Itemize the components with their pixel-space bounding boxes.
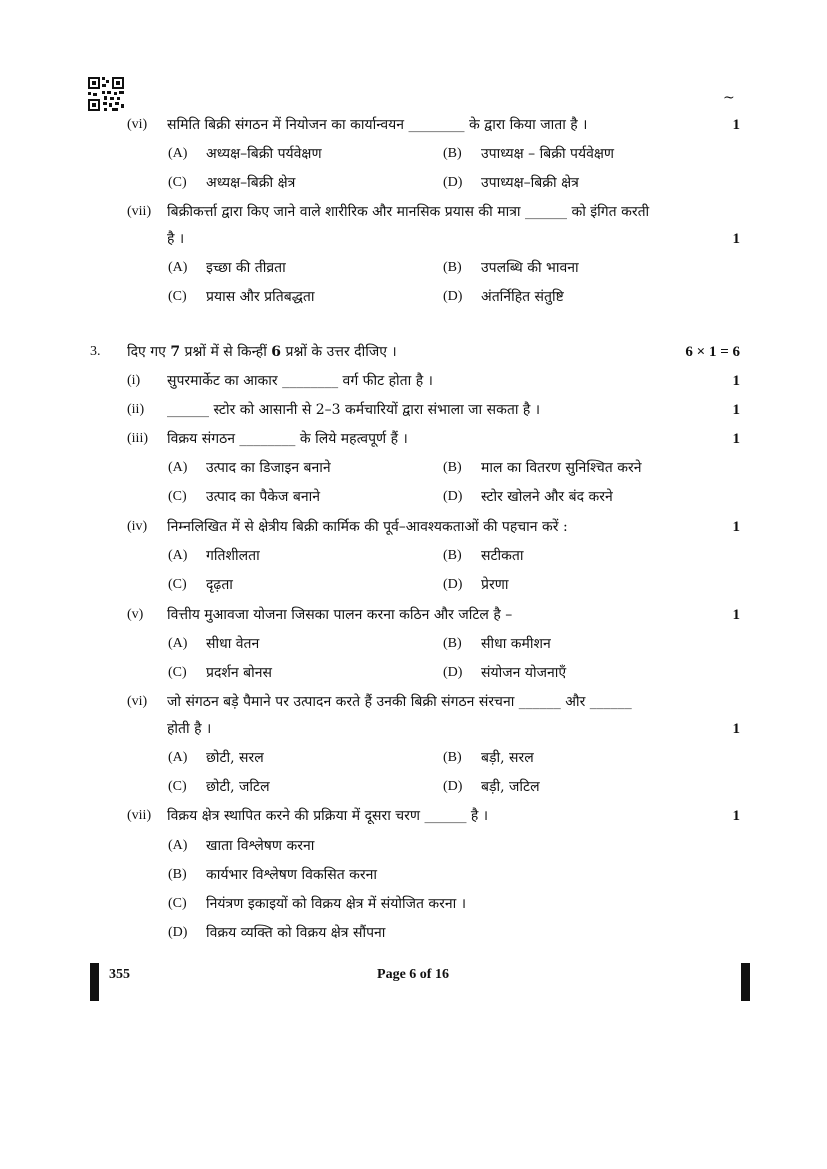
question-text: वित्तीय मुआवजा योजना जिसका पालन करना कठिन और जटिल है – [167, 607, 513, 623]
option-label: (C) [168, 896, 187, 911]
option-label: (A) [168, 838, 188, 853]
option-label: (B) [443, 146, 462, 161]
section-total-marks: 6 × 1 = 6 [685, 344, 740, 360]
footer-left-bar [90, 963, 99, 1001]
option-label: (B) [168, 867, 187, 882]
option-label: (B) [443, 636, 462, 651]
option-text: छोटी, सरल [206, 750, 264, 766]
question-text-cont: है । [167, 231, 185, 247]
option-label: (D) [443, 289, 463, 304]
option-text: अंतर्निहित संतुष्टि [481, 289, 564, 305]
option-label: (C) [168, 779, 187, 794]
question-marks: 1 [732, 231, 740, 247]
option-label: (A) [168, 548, 188, 563]
header-tilde: ~ [723, 90, 735, 106]
question-number: (vii) [127, 808, 152, 823]
question-number: (v) [127, 607, 144, 622]
option-text: उपलब्धि की भावना [481, 260, 579, 276]
section-number: 3. [90, 344, 101, 359]
option-label: (D) [443, 665, 463, 680]
option-text: विक्रय व्यक्ति को विक्रय क्षेत्र सौंपना [206, 925, 386, 941]
option-text: अध्यक्ष–बिक्री क्षेत्र [206, 175, 296, 191]
option-label: (C) [168, 175, 187, 190]
option-label: (A) [168, 460, 188, 475]
question-marks: 1 [732, 431, 740, 447]
option-label: (B) [443, 548, 462, 563]
question-text: ______ स्टोर को आसानी से 2–3 कर्मचारियों द्वारा संभाला जा सकता है । [167, 402, 541, 418]
option-label: (D) [443, 175, 463, 190]
question-number: (vi) [127, 117, 148, 132]
question-text: निम्नलिखित में से क्षेत्रीय बिक्री कार्मिक की पूर्व–आवश्यकताओं की पहचान करें : [167, 519, 568, 535]
option-text: छोटी, जटिल [206, 779, 270, 795]
question-text: बिक्रीकर्त्ता द्वारा किए जाने वाले शारीरिक और मानसिक प्रयास की मात्रा ______ को इंगित करती [167, 204, 650, 220]
option-text: खाता विश्लेषण करना [206, 838, 315, 854]
option-text: दृढ़ता [206, 577, 233, 593]
option-label: (D) [443, 489, 463, 504]
option-text: संयोजन योजनाएँ [481, 665, 567, 681]
option-label: (A) [168, 750, 188, 765]
question-marks: 1 [732, 808, 740, 824]
question-marks: 1 [732, 607, 740, 623]
question-marks: 1 [732, 721, 740, 737]
option-label: (C) [168, 289, 187, 304]
option-label: (A) [168, 636, 188, 651]
option-text: बड़ी, सरल [481, 750, 534, 766]
paper-code: 355 [109, 967, 130, 982]
question-text: विक्रय संगठन ________ के लिये महत्वपूर्ण हैं । [167, 431, 408, 447]
option-label: (C) [168, 665, 187, 680]
option-label: (A) [168, 146, 188, 161]
option-label: (D) [443, 577, 463, 592]
option-label: (B) [443, 460, 462, 475]
option-label: (B) [443, 750, 462, 765]
option-label: (A) [168, 260, 188, 275]
question-marks: 1 [732, 117, 740, 133]
question-number: (i) [127, 373, 141, 388]
option-label: (C) [168, 577, 187, 592]
option-text: उपाध्यक्ष–बिक्री क्षेत्र [481, 175, 579, 191]
question-text-cont: होती है । [167, 721, 212, 737]
option-text: सीधा वेतन [206, 636, 260, 652]
option-text: प्रदर्शन बोनस [206, 665, 272, 681]
page-number: Page 6 of 16 [377, 967, 449, 982]
option-label: (D) [443, 779, 463, 794]
footer-right-bar [741, 963, 750, 1001]
option-label: (C) [168, 489, 187, 504]
question-number: (vi) [127, 694, 148, 709]
option-text: इच्छा की तीव्रता [206, 260, 286, 276]
question-text: सुपरमार्केट का आकार ________ वर्ग फीट होता है । [167, 373, 433, 389]
question-number: (ii) [127, 402, 145, 417]
option-text: उत्पाद का डिजाइन बनाने [206, 460, 331, 476]
section-instruction: दिए गए 7 प्रश्नों में से किन्हीं 6 प्रश्नों के उत्तर दीजिए । [127, 344, 397, 360]
option-text: प्रयास और प्रतिबद्धता [206, 289, 315, 305]
question-text: जो संगठन बड़े पैमाने पर उत्पादन करते हैं उनकी बिक्री संगठन संरचना ______ और ______ [167, 694, 632, 710]
qr-code [88, 77, 124, 111]
option-text: बड़ी, जटिल [481, 779, 540, 795]
question-text: समिति बिक्री संगठन में नियोजन का कार्यान्वयन ________ के द्वारा किया जाता है । [167, 117, 588, 133]
option-text: गतिशीलता [206, 548, 260, 564]
option-text: माल का वितरण सुनिश्चित करने [481, 460, 642, 476]
option-text: अध्यक्ष–बिक्री पर्यवेक्षण [206, 146, 322, 162]
option-label: (D) [168, 925, 188, 940]
question-marks: 1 [732, 519, 740, 535]
option-text: प्रेरणा [481, 577, 509, 593]
question-marks: 1 [732, 373, 740, 389]
question-text: विक्रय क्षेत्र स्थापित करने की प्रक्रिया में दूसरा चरण ______ है । [167, 808, 489, 824]
option-label: (B) [443, 260, 462, 275]
option-text: कार्यभार विश्लेषण विकसित करना [206, 867, 378, 883]
question-number: (iii) [127, 431, 148, 446]
question-marks: 1 [732, 402, 740, 418]
option-text: नियंत्रण इकाइयों को विक्रय क्षेत्र में संयोजित करना । [206, 896, 467, 912]
option-text: उपाध्यक्ष – बिक्री पर्यवेक्षण [481, 146, 615, 162]
option-text: स्टोर खोलने और बंद करने [481, 489, 613, 505]
option-text: उत्पाद का पैकेज बनाने [206, 489, 321, 505]
question-number: (iv) [127, 519, 148, 534]
option-text: सीधा कमीशन [481, 636, 551, 652]
option-text: सटीकता [481, 548, 524, 564]
question-number: (vii) [127, 204, 152, 219]
